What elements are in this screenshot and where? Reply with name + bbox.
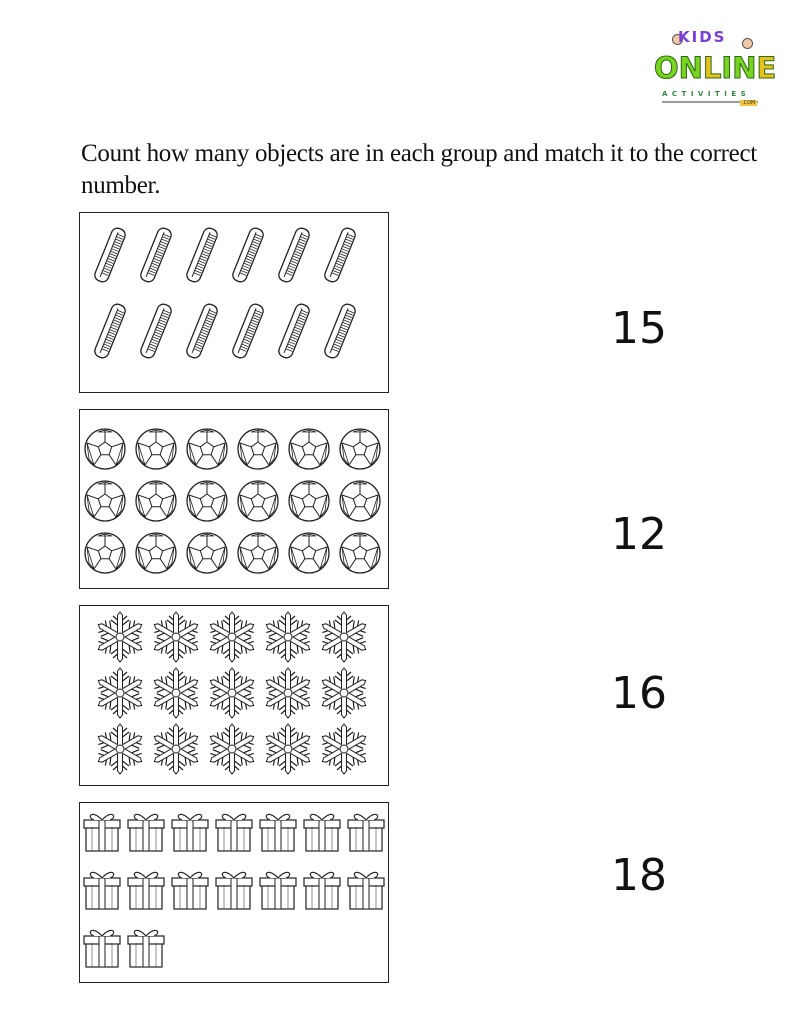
snowflake-icon — [206, 724, 258, 774]
kid-face-icon — [742, 38, 753, 49]
comb-icon — [323, 302, 357, 359]
comb-icon — [139, 302, 173, 359]
snowflake-icon — [318, 668, 370, 718]
soccer-ball-icon — [85, 533, 125, 573]
gift-icon — [172, 814, 208, 851]
comb-icon — [185, 302, 219, 359]
soccer-ball-icon — [136, 533, 176, 573]
gift-icon — [304, 814, 340, 851]
answer-number[interactable]: 16 — [611, 668, 667, 719]
gift-icon — [260, 872, 296, 909]
gift-icon — [348, 814, 384, 851]
snowflake-group-drawing — [80, 606, 388, 785]
snowflake-icon — [94, 724, 146, 774]
gift-icon — [128, 872, 164, 909]
answer-number[interactable]: 15 — [611, 303, 667, 354]
soccer-ball-icon — [340, 533, 380, 573]
snowflake-icon — [262, 668, 314, 718]
snowflake-icon — [318, 612, 370, 662]
soccer-ball-group-drawing — [80, 410, 388, 588]
comb-icon — [93, 226, 127, 283]
kids-online-activities-logo — [652, 26, 777, 110]
gift-icon — [260, 814, 296, 851]
gift-icon — [84, 930, 120, 967]
gift-icon — [84, 814, 120, 851]
snowflake-icon — [318, 724, 370, 774]
soccer-ball-icon — [85, 481, 125, 521]
snowflake-icon — [94, 668, 146, 718]
soccer-ball-icon — [340, 481, 380, 521]
soccer-ball-icon — [136, 429, 176, 469]
comb-icon — [93, 302, 127, 359]
logo-online-text: ONLINE — [654, 51, 777, 85]
soccer-ball-icon — [136, 481, 176, 521]
snowflake-icon — [206, 668, 258, 718]
soccer-ball-icon — [238, 481, 278, 521]
logo-kids-text: KIDS — [678, 28, 727, 46]
gift-icon — [348, 872, 384, 909]
comb-group-box — [79, 212, 389, 393]
soccer-ball-icon — [340, 429, 380, 469]
snowflake-icon — [150, 724, 202, 774]
gift-group-drawing — [80, 803, 388, 982]
instruction-text: Count how many objects are in each group and match it to the correct number. — [81, 140, 757, 199]
soccer-ball-icon — [187, 429, 227, 469]
gift-icon — [84, 872, 120, 909]
comb-icon — [231, 302, 265, 359]
soccer-ball-group-box — [79, 409, 389, 589]
comb-icon — [277, 302, 311, 359]
soccer-ball-icon — [289, 481, 329, 521]
soccer-ball-icon — [187, 533, 227, 573]
soccer-ball-icon — [289, 429, 329, 469]
comb-icon — [139, 226, 173, 283]
gift-icon — [216, 872, 252, 909]
snowflake-icon — [206, 612, 258, 662]
snowflake-icon — [262, 612, 314, 662]
gift-icon — [216, 814, 252, 851]
gift-icon — [172, 872, 208, 909]
logo-activities-text: ACTIVITIES — [662, 90, 751, 98]
gift-icon — [304, 872, 340, 909]
soccer-ball-icon — [238, 533, 278, 573]
soccer-ball-icon — [187, 481, 227, 521]
gift-icon — [128, 814, 164, 851]
comb-group-drawing — [80, 213, 388, 392]
snowflake-group-box — [79, 605, 389, 786]
soccer-ball-icon — [289, 533, 329, 573]
snowflake-icon — [150, 612, 202, 662]
comb-icon — [323, 226, 357, 283]
gift-group-box — [79, 802, 389, 983]
snowflake-icon — [262, 724, 314, 774]
snowflake-icon — [94, 612, 146, 662]
soccer-ball-icon — [85, 429, 125, 469]
comb-icon — [185, 226, 219, 283]
snowflake-icon — [150, 668, 202, 718]
comb-icon — [231, 226, 265, 283]
comb-icon — [277, 226, 311, 283]
answer-number[interactable]: 18 — [611, 850, 667, 901]
answer-number[interactable]: 12 — [611, 509, 667, 560]
soccer-ball-icon — [238, 429, 278, 469]
gift-icon — [128, 930, 164, 967]
logo-com-badge: .COM — [742, 100, 756, 106]
